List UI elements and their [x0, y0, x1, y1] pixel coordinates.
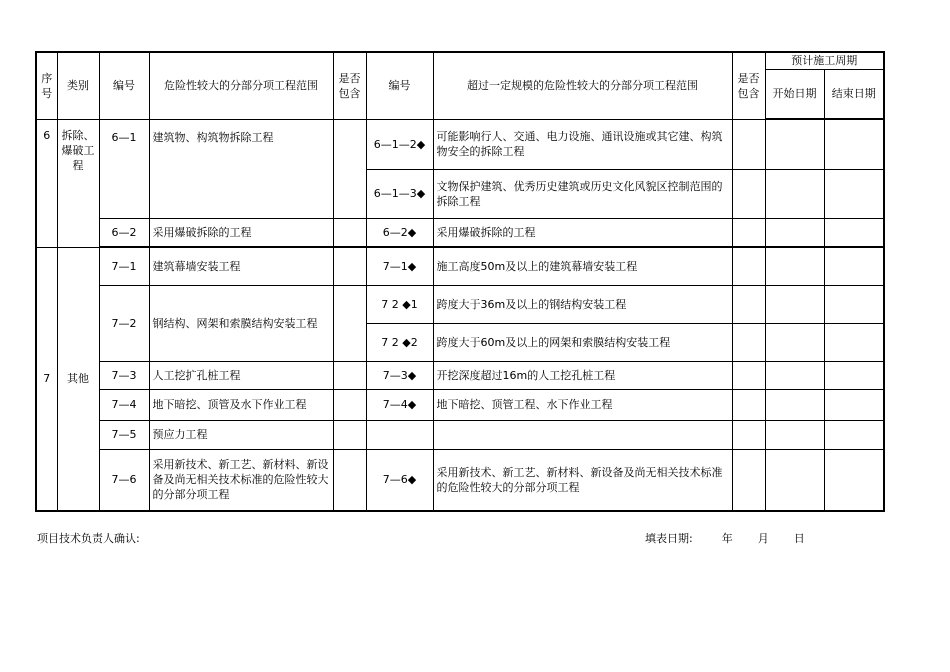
included-6-1[interactable] — [333, 119, 366, 218]
header-scope: 危险性较大的分部分项工程范围 — [149, 52, 333, 119]
scope-6-2: 采用爆破拆除的工程 — [149, 218, 333, 247]
end-6-1-3[interactable] — [824, 169, 884, 218]
included2-7-4[interactable] — [732, 389, 765, 420]
day-label: 日 — [793, 532, 805, 545]
included-6-2[interactable] — [333, 218, 366, 247]
end-7-3[interactable] — [824, 361, 884, 389]
category-7: 其他 — [57, 247, 99, 511]
year-label: 年 — [721, 532, 733, 545]
included2-6-1-2[interactable] — [732, 119, 765, 169]
scope2-6-1-3: 文物保护建筑、优秀历史建筑或历史文化风貌区控制范围的拆除工程 — [433, 169, 732, 218]
scope2-7-1: 施工高度50m及以上的建筑幕墙安装工程 — [433, 247, 732, 285]
included2-7-2-1[interactable] — [732, 285, 765, 323]
date-label: 填表日期: — [645, 532, 693, 545]
start-7-2-1[interactable] — [765, 285, 824, 323]
code2-6-2: 6—2◆ — [366, 218, 433, 247]
scope-7-3: 人工挖扩孔桩工程 — [149, 361, 333, 389]
scope-7-2: 钢结构、网架和索膜结构安装工程 — [149, 285, 333, 361]
code2-7-4: 7—4◆ — [366, 389, 433, 420]
included-7-2[interactable] — [333, 285, 366, 361]
scope2-7-3: 开挖深度超过16m的人工挖孔桩工程 — [433, 361, 732, 389]
code2-6-1-2: 6—1—2◆ — [366, 119, 433, 169]
start-7-1[interactable] — [765, 247, 824, 285]
code-6-2: 6—2 — [99, 218, 149, 247]
end-7-5[interactable] — [824, 420, 884, 449]
code-7-3: 7—3 — [99, 361, 149, 389]
confirm-label: 项目技术负责人确认: — [37, 532, 140, 545]
code2-7-6: 7—6◆ — [366, 449, 433, 511]
code2-7-1: 7—1◆ — [366, 247, 433, 285]
header-end-date: 结束日期 — [824, 69, 884, 119]
category-6: 拆除、爆破工程 — [57, 119, 99, 247]
scope2-7-2-1: 跨度大于36m及以上的钢结构安装工程 — [433, 285, 732, 323]
end-6-2[interactable] — [824, 218, 884, 247]
header-seq: 序号 — [36, 52, 57, 119]
scope-7-5: 预应力工程 — [149, 420, 333, 449]
start-7-5[interactable] — [765, 420, 824, 449]
included-7-3[interactable] — [333, 361, 366, 389]
code2-7-2-2: 7 2 ◆2 — [366, 323, 433, 361]
scope2-6-1-2: 可能影响行人、交通、电力设施、通讯设施或其它建、构筑物安全的拆除工程 — [433, 119, 732, 169]
header-period: 预计施工周期 — [765, 52, 884, 69]
header-start-date: 开始日期 — [765, 69, 824, 119]
included2-7-2-2[interactable] — [732, 323, 765, 361]
header-included: 是否包含 — [333, 52, 366, 119]
code-7-2: 7—2 — [99, 285, 149, 361]
start-6-1-3[interactable] — [765, 169, 824, 218]
start-6-1-2[interactable] — [765, 119, 824, 169]
included2-7-5[interactable] — [732, 420, 765, 449]
code2-7-5 — [366, 420, 433, 449]
end-7-1[interactable] — [824, 247, 884, 285]
start-7-3[interactable] — [765, 361, 824, 389]
code-6-1: 6—1 — [99, 119, 149, 218]
header-code: 编号 — [99, 52, 149, 119]
end-7-6[interactable] — [824, 449, 884, 511]
seq-6: 6 — [36, 119, 57, 247]
included2-7-1[interactable] — [732, 247, 765, 285]
scope-7-4: 地下暗挖、顶管及水下作业工程 — [149, 389, 333, 420]
seq-7: 7 — [36, 247, 57, 511]
included2-7-6[interactable] — [732, 449, 765, 511]
hazard-table — [35, 51, 885, 512]
code-7-6: 7—6 — [99, 449, 149, 511]
included2-6-1-3[interactable] — [732, 169, 765, 218]
code2-7-3: 7—3◆ — [366, 361, 433, 389]
scope2-7-6: 采用新技术、新工艺、新材料、新设备及尚无相关技术标准的危险性较大的分部分项工程 — [433, 449, 732, 511]
scope-7-1: 建筑幕墙安装工程 — [149, 247, 333, 285]
end-7-2-1[interactable] — [824, 285, 884, 323]
included-7-6[interactable] — [333, 449, 366, 511]
included2-6-2[interactable] — [732, 218, 765, 247]
header-scope2: 超过一定规模的危险性较大的分部分项工程范围 — [433, 52, 732, 119]
header-code2: 编号 — [366, 52, 433, 119]
end-7-4[interactable] — [824, 389, 884, 420]
code-7-5: 7—5 — [99, 420, 149, 449]
start-7-2-2[interactable] — [765, 323, 824, 361]
scope-6-1: 建筑物、构筑物拆除工程 — [149, 119, 333, 218]
month-label: 月 — [757, 532, 769, 545]
scope2-6-2: 采用爆破拆除的工程 — [433, 218, 732, 247]
start-6-2[interactable] — [765, 218, 824, 247]
header-category: 类别 — [57, 52, 99, 119]
end-6-1-2[interactable] — [824, 119, 884, 169]
start-7-4[interactable] — [765, 389, 824, 420]
fill-date — [645, 530, 805, 546]
included-7-1[interactable] — [333, 247, 366, 285]
code2-6-1-3: 6—1—3◆ — [366, 169, 433, 218]
header-included2: 是否包含 — [732, 52, 765, 119]
code2-7-2-1: 7 2 ◆1 — [366, 285, 433, 323]
code-7-1: 7—1 — [99, 247, 149, 285]
included-7-4[interactable] — [333, 389, 366, 420]
start-7-6[interactable] — [765, 449, 824, 511]
end-7-2-2[interactable] — [824, 323, 884, 361]
scope2-7-2-2: 跨度大于60m及以上的网架和索膜结构安装工程 — [433, 323, 732, 361]
included-7-5[interactable] — [333, 420, 366, 449]
included2-7-3[interactable] — [732, 361, 765, 389]
scope2-7-5 — [433, 420, 732, 449]
scope-7-6: 采用新技术、新工艺、新材料、新设备及尚无相关技术标准的危险性较大的分部分项工程 — [149, 449, 333, 511]
scope2-7-4: 地下暗挖、顶管工程、水下作业工程 — [433, 389, 732, 420]
code-7-4: 7—4 — [99, 389, 149, 420]
